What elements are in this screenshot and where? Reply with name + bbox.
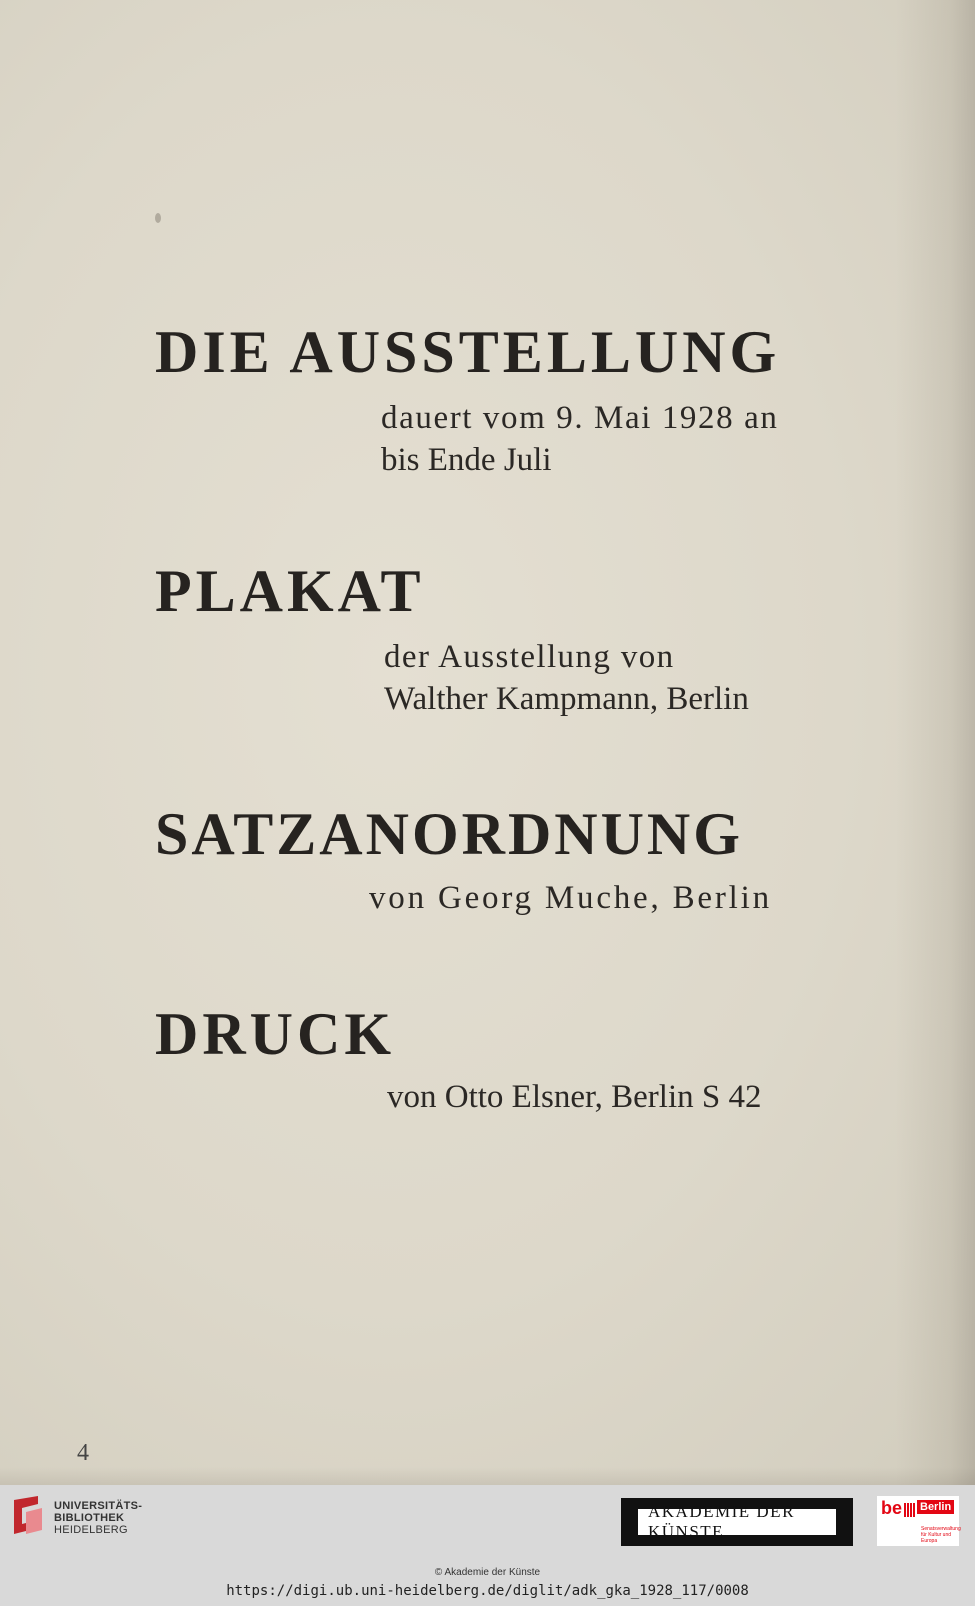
- library-mark-icon: [10, 1494, 46, 1538]
- heading-satzanordnung: SATZANORDNUNG: [155, 801, 743, 867]
- brandenburg-gate-icon: [904, 1503, 916, 1517]
- senate-department-text: Senatsverwaltung für Kultur und Europa: [921, 1526, 961, 1544]
- page-number: 4: [77, 1440, 89, 1466]
- paper-speck: [155, 213, 161, 223]
- berlin-logo-text: Berlin: [917, 1500, 954, 1514]
- plakat-line-1: der Ausstellung von: [384, 639, 675, 675]
- library-logo-line-3: HEIDELBERG: [54, 1524, 128, 1536]
- page-edge-shadow: [895, 0, 975, 1485]
- plakat-line-2: Walther Kampmann, Berlin: [384, 681, 749, 717]
- be-logo-text: be: [881, 1498, 903, 1518]
- copyright-notice: © Akademie der Künste: [434, 1567, 541, 1578]
- page-bottom-shadow: [0, 1467, 975, 1485]
- heading-die-ausstellung: DIE AUSSTELLUNG: [155, 319, 781, 385]
- berlin-senate-logo[interactable]: [877, 1496, 959, 1546]
- academy-logo[interactable]: [621, 1498, 853, 1546]
- satzanordnung-line-1: von Georg Muche, Berlin: [369, 880, 772, 916]
- library-logo-line-2: BIBLIOTHEK: [54, 1512, 125, 1524]
- permalink-url[interactable]: https://digi.ub.uni-heidelberg.de/diglit/adk_gka_1928_117/0008: [226, 1583, 749, 1599]
- academy-logo-text: AKADEMIE DER KÜNSTE: [638, 1509, 836, 1535]
- university-library-logo[interactable]: [10, 1494, 160, 1544]
- ausstellung-line-1: dauert vom 9. Mai 1928 an: [381, 400, 779, 436]
- heading-druck: DRUCK: [155, 1001, 395, 1067]
- library-logo-line-1: UNIVERSITÄTS-: [54, 1500, 143, 1512]
- heading-plakat: PLAKAT: [155, 558, 425, 624]
- druck-line-1: von Otto Elsner, Berlin S 42: [387, 1079, 762, 1115]
- ausstellung-line-2: bis Ende Juli: [381, 442, 552, 478]
